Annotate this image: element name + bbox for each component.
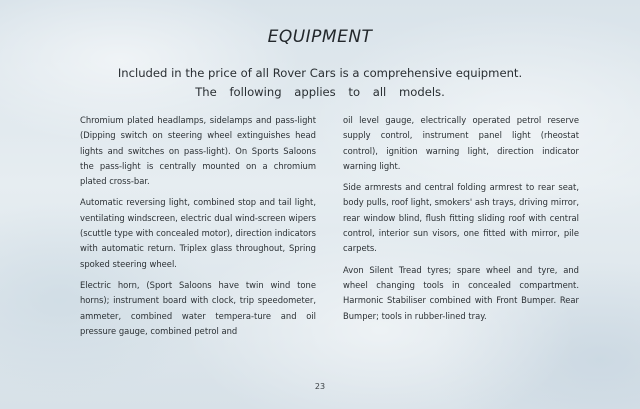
paragraph: Electric horn, (Sport Saloons have twin wind tone horns); instrument board with clock, trip speedometer, ammeter, combined water tempera-ture and oil pressure gauge, combined petrol and <box>80 279 316 336</box>
intro-line-1: Included in the price of all Rover Cars is a comprehensive equipment. <box>117 66 523 80</box>
page-title: EQUIPMENT <box>267 27 373 47</box>
paragraph: Automatic reversing light, combined stop and tail light, ventilating windscreen, electric dual wind-screen wipers (scuttle type with concealed motor), direction indicators with automatic return. Triplex glass throughout, Spring spoked steering wheel. <box>80 197 316 269</box>
paragraph: Side armrests and central folding armrest to rear seat, body pulls, roof light, smokers' ash trays, driving mirror, rear window blind, flush fitting sliding roof with central control, interior sun visors, one fitted with mirror, pile carpets. <box>343 182 579 254</box>
page-number: 23 <box>314 382 326 391</box>
right-column <box>343 113 579 330</box>
intro-line-2: The following applies to all models. <box>195 85 445 99</box>
paragraph: Avon Silent Tread tyres; spare wheel and tyre, and wheel changing tools in concealed compartment. Harmonic Stabiliser combined with Front Bumper. Rear Bumper; tools in rubber-lined tray. <box>343 264 579 321</box>
paragraph: Chromium plated headlamps, sidelamps and pass-light (Dipping switch on steering wheel extinguishes head lights and switches on pass-light). On Sports Saloons the pass-light is centrally mounted on a chromium plated cross-bar. <box>80 115 316 187</box>
intro-text <box>60 64 580 102</box>
left-column <box>80 113 316 345</box>
paragraph: oil level gauge, electrically operated petrol reserve supply control, instrument panel light (rheostat control), ignition warning light, direction indicator warning light. <box>343 115 579 171</box>
